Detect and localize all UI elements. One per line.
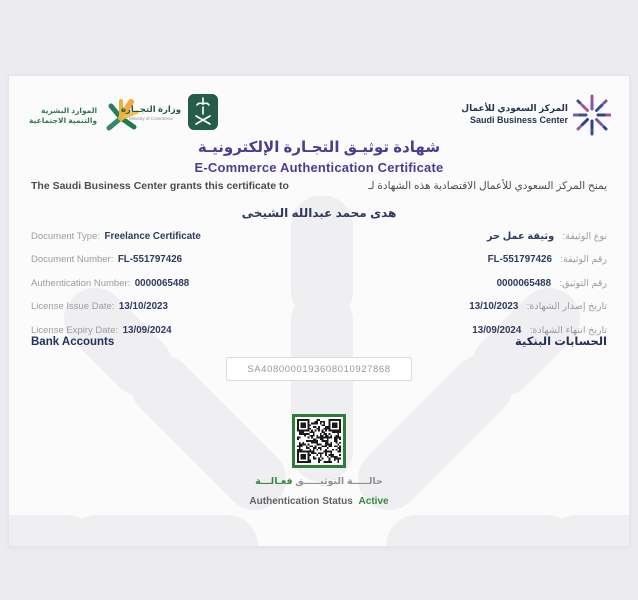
detail-value-ar: FL-551797426 bbox=[487, 254, 552, 266]
detail-value-ar: وثيقة عمل حر bbox=[486, 231, 555, 242]
status-value-english: Active bbox=[358, 496, 389, 507]
detail-value: 13/10/2023 bbox=[118, 301, 168, 313]
detail-label: License Expiry Date: bbox=[31, 324, 119, 336]
status-value-arabic: فعـالـــة bbox=[255, 476, 293, 487]
detail-value: FL-551797426 bbox=[117, 254, 183, 266]
certificate-details bbox=[31, 226, 607, 343]
iban-value: SA4080000193608010927868 bbox=[247, 363, 391, 375]
detail-label-ar: رقم الوثيقة: bbox=[560, 254, 607, 266]
bank-accounts-heading-arabic: الحسابات البنكية bbox=[515, 336, 607, 348]
certificate-card bbox=[8, 75, 630, 547]
moc-logo-text bbox=[121, 104, 181, 121]
qr-pattern bbox=[297, 419, 341, 463]
hrsd-logo-line2: والتنمية الاجتماعية bbox=[29, 116, 98, 125]
grant-statement-row bbox=[31, 180, 607, 192]
detail-value: Freelance Certificate bbox=[104, 231, 201, 242]
detail-value-ar: 13/09/2024 bbox=[472, 324, 522, 336]
certificate-title-english: E-Commerce Authentication Certificate bbox=[194, 160, 444, 175]
sbc-logo-text bbox=[461, 103, 568, 126]
iban-box bbox=[226, 357, 412, 381]
detail-value: 13/09/2024 bbox=[122, 324, 172, 336]
sbc-starburst-icon bbox=[573, 94, 611, 136]
sbc-logo-arabic: المركز السعودي للأعمال bbox=[461, 103, 568, 114]
grant-statement-english: The Saudi Business Center grants this certificate to bbox=[31, 180, 289, 192]
bank-accounts-heading-english: Bank Accounts bbox=[31, 336, 115, 348]
certificate-title-arabic: شهادة توثيـق التجـارة الإلكترونيـة bbox=[197, 139, 441, 156]
certificate-holder-name: هدى محمد عبدالله الشيخى bbox=[241, 206, 397, 220]
hrsd-logo-text bbox=[29, 106, 97, 126]
detail-row-authentication-number bbox=[31, 273, 607, 296]
status-label-arabic: حالـــــة التوثيـــــق bbox=[295, 476, 383, 487]
detail-label-ar: رقم التوثيق: bbox=[559, 277, 607, 289]
moc-logo-arabic: وزارة التجــارة bbox=[121, 103, 181, 114]
detail-label-ar: تاريخ انتهاء الشهادة: bbox=[529, 324, 607, 336]
authentication-status-arabic bbox=[9, 476, 629, 487]
sbc-logo-english: Saudi Business Center bbox=[469, 115, 568, 125]
detail-row-license-issue-date bbox=[31, 296, 607, 319]
grant-statement-arabic: يمنح المركز السعودي للأعمال الاقتصادية هذه الشهادة لـ bbox=[368, 180, 607, 192]
saudi-business-center-logo bbox=[461, 94, 611, 136]
detail-row-document-type bbox=[31, 226, 607, 249]
detail-value-ar: 0000065488 bbox=[496, 277, 552, 289]
detail-label: License Issue Date: bbox=[31, 301, 115, 313]
detail-row-document-number bbox=[31, 249, 607, 272]
detail-value-ar: 13/10/2023 bbox=[469, 301, 519, 313]
authentication-status-english bbox=[9, 496, 629, 507]
detail-label: Authentication Number: bbox=[31, 277, 131, 289]
hrsd-logo-line1: الموارد البشرية bbox=[41, 105, 98, 115]
saudi-emblem-icon bbox=[188, 94, 218, 130]
detail-label: Document Type: bbox=[31, 231, 101, 242]
detail-label: Document Number: bbox=[31, 254, 114, 266]
qr-code bbox=[292, 414, 346, 468]
status-label-english: Authentication Status bbox=[249, 496, 353, 507]
moc-logo-english: Ministry of Commerce bbox=[129, 115, 173, 121]
detail-label-ar: تاريخ إصدار الشهادة: bbox=[526, 301, 607, 313]
header-logos bbox=[9, 88, 629, 140]
bank-accounts-row bbox=[31, 334, 607, 348]
detail-label-ar: نوع الوثيقة: bbox=[562, 231, 607, 242]
ministry-of-commerce-logo bbox=[121, 94, 218, 130]
detail-value: 0000065488 bbox=[134, 277, 190, 289]
